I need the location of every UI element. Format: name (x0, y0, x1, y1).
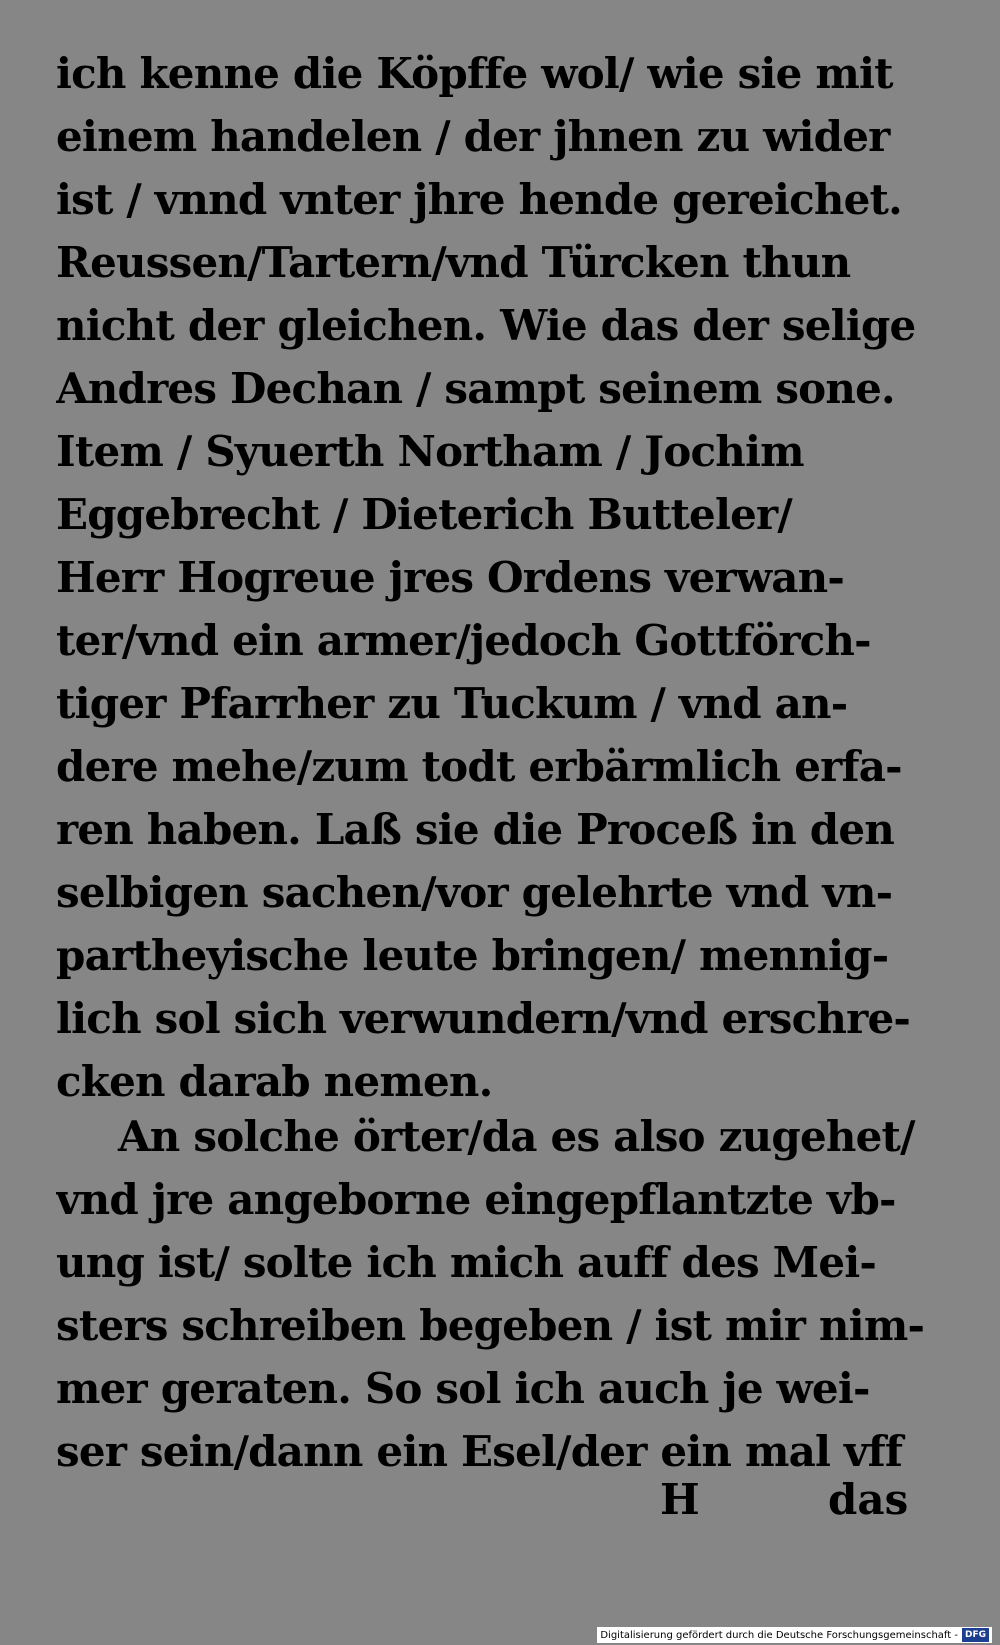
paragraph-1 (56, 42, 930, 1113)
text-line: einem handelen / der jhnen zu wider (56, 112, 890, 161)
text-line: Andres Dechan / sampt seinem sone. (56, 364, 895, 413)
digitization-footer (597, 1627, 992, 1643)
text-line: partheyische leute bringen/ mennig- (56, 931, 889, 980)
text-line: ser sein/dann ein Esel/der ein mal vff (56, 1427, 903, 1476)
signature-mark: H (660, 1475, 700, 1524)
paragraph-2 (56, 1105, 930, 1483)
text-line: ter/vnd ein armer/jedoch Gottförch- (56, 616, 871, 665)
text-line: tiger Pfarrher zu Tuckum / vnd an- (56, 679, 848, 728)
text-line: ung ist/ solte ich mich auff des Mei- (56, 1238, 877, 1287)
text-line: Herr Hogreue jres Ordens verwan- (56, 553, 844, 602)
dfg-logo: DFG (962, 1628, 989, 1642)
text-line: cken darab nemen. (56, 1057, 493, 1106)
footer-text: Digitalisierung gefördert durch die Deutsche Forschungsgemeinschaft - (600, 1629, 958, 1641)
text-line: vnd jre angeborne eingepflantzte vb- (56, 1175, 896, 1224)
text-line: nicht der gleichen. Wie das der selige (56, 301, 916, 350)
text-line: sters schreiben begeben / ist mir nim- (56, 1301, 925, 1350)
text-line: ist / vnnd vnter jhre hende gereichet. (56, 175, 902, 224)
text-line: An solche örter/da es also zugehet/ (118, 1112, 915, 1161)
text-line: ich kenne die Köpffe wol/ wie sie mit (56, 49, 893, 98)
text-line: mer geraten. So sol ich auch je wei- (56, 1364, 870, 1413)
text-line: lich sol sich verwundern/vnd erschre- (56, 994, 911, 1043)
text-line: Item / Syuerth Northam / Jochim (56, 427, 804, 476)
text-line: selbigen sachen/vor gelehrte vnd vn- (56, 868, 893, 917)
text-line: Reussen/Tartern/vnd Türcken thun (56, 238, 851, 287)
catchword: das (828, 1475, 909, 1524)
text-line: dere mehe/zum todt erbärmlich erfa- (56, 742, 902, 791)
text-line: ren haben. Laß sie die Proceß in den (56, 805, 895, 854)
text-line: Eggebrecht / Dieterich Butteler/ (56, 490, 792, 539)
